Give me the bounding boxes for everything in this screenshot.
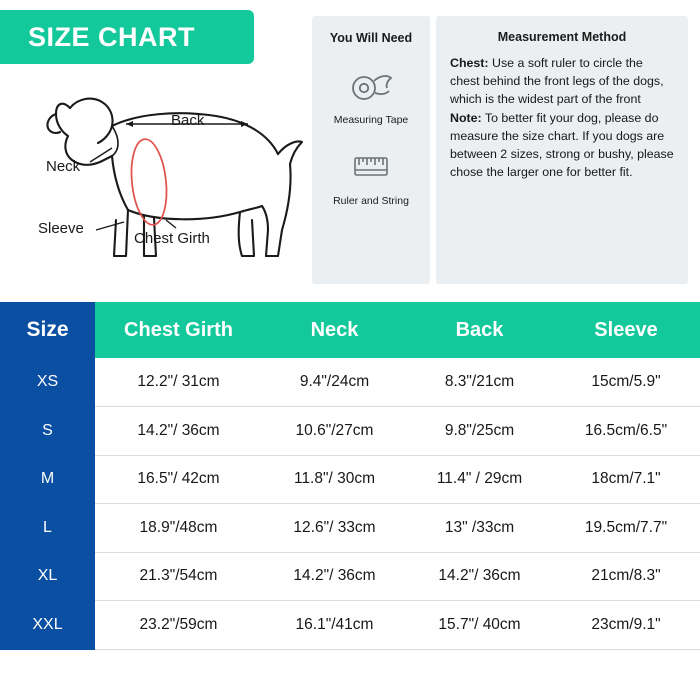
page-title-banner [0, 10, 254, 64]
table-header-row [0, 302, 700, 358]
measurement-method-panel [436, 16, 688, 284]
size-table-wrapper [0, 302, 700, 650]
cell-chest-girth: 21.3"/54cm [95, 552, 262, 601]
cell-chest-girth: 14.2"/ 36cm [95, 407, 262, 456]
diagram-label-neck: Neck [46, 158, 81, 175]
cell-size: M [0, 455, 95, 504]
table-row [0, 407, 700, 456]
need-item-caption: Ruler and String [333, 194, 409, 207]
cell-sleeve: 15cm/5.9" [552, 358, 700, 407]
cell-neck: 10.6"/27cm [262, 407, 407, 456]
cell-chest-girth: 23.2"/59cm [95, 601, 262, 650]
cell-neck: 11.8"/ 30cm [262, 455, 407, 504]
dog-outline-icon [16, 70, 306, 280]
dog-diagram [16, 70, 306, 280]
cell-neck: 12.6"/ 33cm [262, 504, 407, 553]
table-row [0, 552, 700, 601]
cell-chest-girth: 12.2"/ 31cm [95, 358, 262, 407]
measurement-method-body [450, 54, 674, 182]
table-header-sleeve: Sleeve [552, 302, 700, 358]
table-row [0, 504, 700, 553]
cell-back: 13" /33cm [407, 504, 552, 553]
cell-neck: 16.1"/41cm [262, 601, 407, 650]
cell-size: S [0, 407, 95, 456]
ruler-icon [348, 150, 394, 184]
chest-label: Chest: [450, 56, 489, 70]
cell-back: 11.4" / 29cm [407, 455, 552, 504]
cell-size: XXL [0, 601, 95, 650]
cell-back: 15.7"/ 40cm [407, 601, 552, 650]
cell-chest-girth: 18.9"/48cm [95, 504, 262, 553]
cell-sleeve: 21cm/8.3" [552, 552, 700, 601]
chest-text: Use a soft ruler to circle the chest behind the front legs of the dogs, which is the widest part of the front [450, 56, 664, 107]
page-title: SIZE CHART [28, 21, 195, 52]
measuring-tape-icon [348, 69, 394, 103]
table-header-size: Size [0, 302, 95, 358]
table-header-back: Back [407, 302, 552, 358]
diagram-label-sleeve: Sleeve [38, 220, 84, 237]
cell-neck: 14.2"/ 36cm [262, 552, 407, 601]
table-header-chest-girth: Chest Girth [95, 302, 262, 358]
table-header-neck: Neck [262, 302, 407, 358]
cell-sleeve: 18cm/7.1" [552, 455, 700, 504]
you-will-need-title: You Will Need [329, 31, 413, 45]
cell-back: 9.8"/25cm [407, 407, 552, 456]
cell-back: 14.2"/ 36cm [407, 552, 552, 601]
top-section [0, 0, 700, 302]
cell-size: XL [0, 552, 95, 601]
table-row [0, 358, 700, 407]
need-item-ruler [320, 150, 422, 209]
need-item-measuring-tape [320, 69, 422, 128]
measurement-method-title: Measurement Method [497, 30, 627, 44]
note-text: To better fit your dog, please do measure the size chart. If you dogs are between 2 sizes, strong or bushy, please chose the larger one for better fit. [450, 110, 674, 180]
need-item-caption: Measuring Tape [333, 113, 409, 126]
cell-sleeve: 19.5cm/7.7" [552, 504, 700, 553]
cell-neck: 9.4"/24cm [262, 358, 407, 407]
cell-size: L [0, 504, 95, 553]
cell-sleeve: 16.5cm/6.5" [552, 407, 700, 456]
diagram-label-back: Back [171, 112, 205, 129]
size-table [0, 302, 700, 650]
table-row [0, 601, 700, 650]
you-will-need-panel [312, 16, 430, 284]
note-label: Note: [450, 110, 482, 125]
table-row [0, 455, 700, 504]
cell-chest-girth: 16.5"/ 42cm [95, 455, 262, 504]
cell-sleeve: 23cm/9.1" [552, 601, 700, 650]
cell-back: 8.3"/21cm [407, 358, 552, 407]
diagram-label-chest-girth: Chest Girth [134, 230, 210, 247]
cell-size: XS [0, 358, 95, 407]
